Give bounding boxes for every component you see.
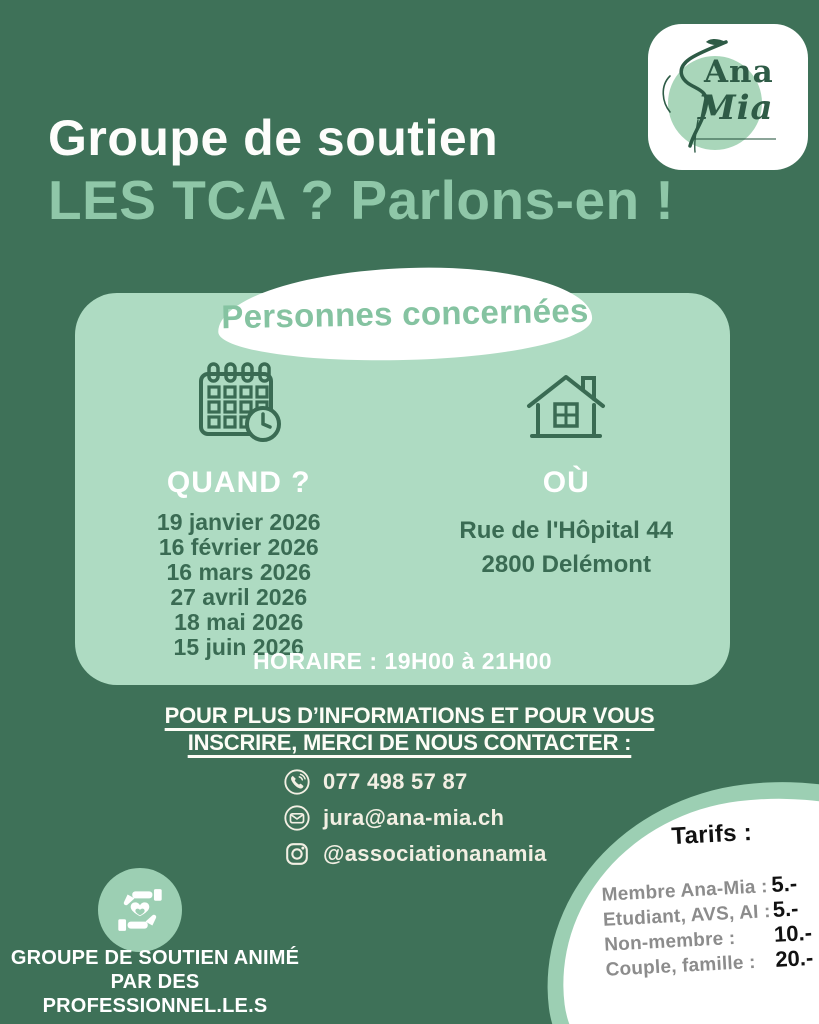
- address-street: Rue de l'Hôpital 44: [459, 517, 674, 544]
- session-date: 15 juin 2026: [173, 634, 304, 660]
- email-icon: [283, 804, 311, 832]
- email-row: [283, 804, 547, 832]
- tarif-price: 5.-: [770, 870, 798, 897]
- tarifs-section: [566, 816, 819, 981]
- venue-address: [403, 514, 731, 582]
- tarif-price: 20.-: [774, 944, 814, 972]
- tarif-label: Etudiant, AVS, AI :: [602, 901, 772, 931]
- tarif-price: 5.-: [772, 895, 800, 922]
- tarif-price: 10.-: [773, 919, 813, 947]
- panel-columns: [75, 360, 730, 660]
- where-column: [403, 360, 731, 660]
- logo-tagline-line: [694, 138, 776, 140]
- session-date: 19 janvier 2026: [156, 509, 321, 535]
- contact-list: [283, 768, 547, 868]
- footer-caption-line1: GROUPE DE SOUTIEN ANIMÉ: [10, 947, 300, 969]
- tarif-label: Membre Ana-Mia :: [601, 876, 769, 906]
- when-heading: QUAND ?: [166, 466, 311, 499]
- instagram-handle: @associationanamia: [323, 841, 547, 866]
- phone-number: 077 498 57 87: [323, 769, 468, 794]
- care-hands-badge: [98, 868, 182, 952]
- session-date: 16 février 2026: [158, 534, 319, 560]
- logo-word-ana: Ana: [704, 54, 774, 90]
- contact-heading-line1: POUR PLUS D’INFORMATIONS ET POUR VOUS: [164, 703, 655, 728]
- tarifs-table: [601, 869, 819, 981]
- session-date: 16 mars 2026: [166, 559, 311, 585]
- email-address: jura@ana-mia.ch: [323, 805, 505, 830]
- contact-heading: [0, 702, 819, 756]
- house-icon: [403, 360, 731, 452]
- tarif-label: Non-membre :: [603, 927, 736, 956]
- poster-title: Groupe de soutien: [48, 110, 499, 166]
- session-date: 18 mai 2026: [174, 609, 304, 635]
- phone-row: [283, 768, 547, 796]
- instagram-icon: [283, 840, 311, 868]
- tarifs-heading: Tarifs :: [670, 818, 753, 851]
- session-date: 27 avril 2026: [170, 584, 308, 610]
- schedule-line: HORAIRE : 19H00 à 21H00: [252, 648, 553, 674]
- footer-caption: [5, 946, 305, 1018]
- session-dates-list: [75, 510, 403, 660]
- address-city: 2800 Delémont: [481, 551, 651, 578]
- hands-heart-icon: [109, 879, 171, 941]
- footer-caption-line2: PAR DES PROFESSIONNEL.LE.S: [42, 971, 268, 1017]
- contact-heading-line2: INSCRIRE, MERCI DE NOUS CONTACTER :: [187, 730, 632, 755]
- where-heading: OÙ: [542, 466, 590, 499]
- poster-subtitle: LES TCA ? Parlons-en !: [48, 169, 675, 231]
- when-column: [75, 360, 403, 660]
- tarif-label: Couple, famille :: [605, 951, 757, 981]
- calendar-clock-icon: [75, 360, 403, 452]
- audience-badge-label: Personnes concernées: [221, 291, 589, 336]
- header: [48, 108, 674, 232]
- logo-word-mia: Mia: [698, 88, 774, 128]
- ana-mia-logo: [648, 24, 808, 170]
- instagram-row: [283, 840, 547, 868]
- phone-icon: [283, 768, 311, 796]
